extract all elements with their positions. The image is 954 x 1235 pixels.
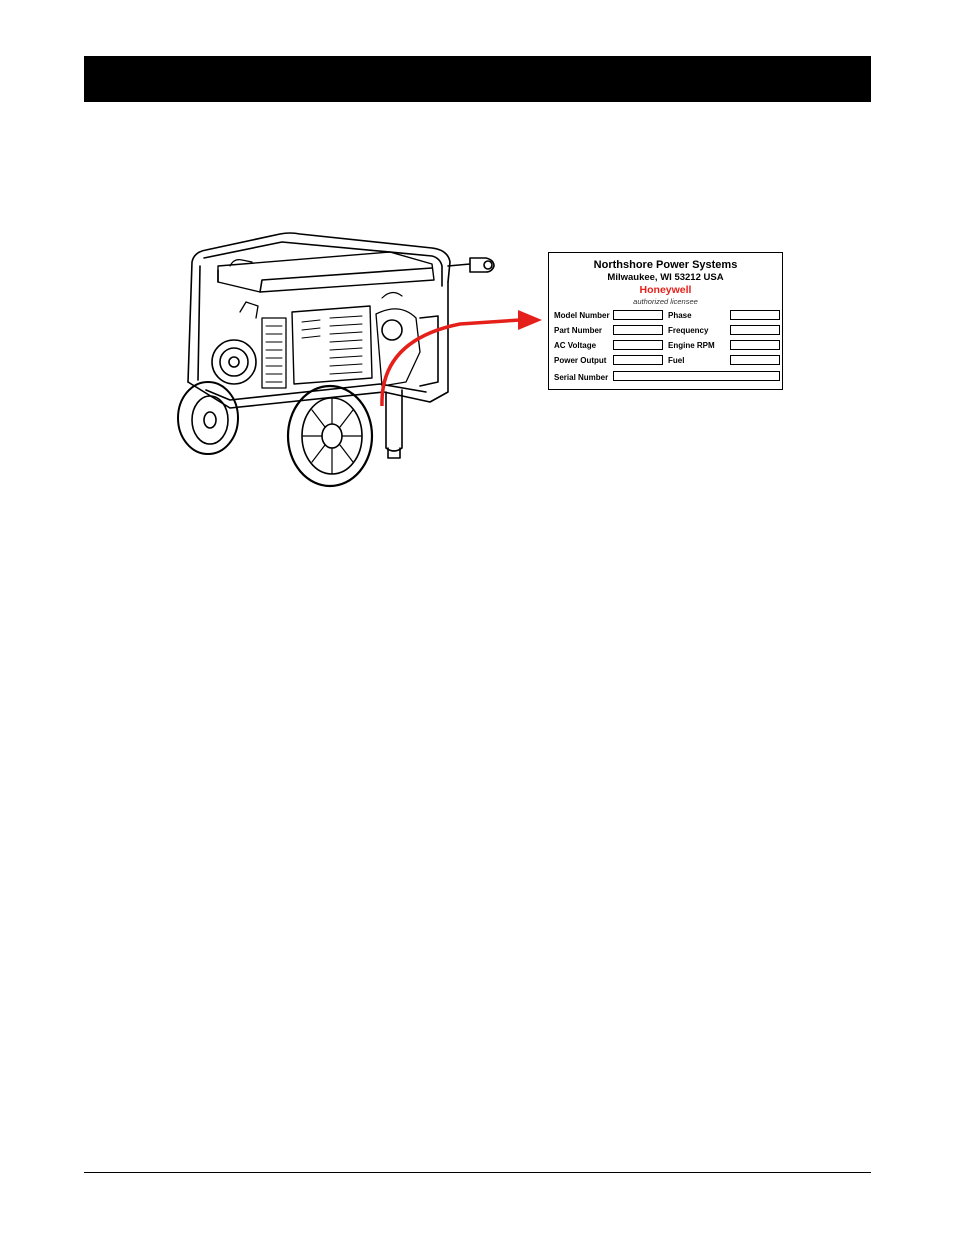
serial-number-box [613, 371, 780, 381]
brand-logo: Honeywell [639, 284, 692, 296]
footer-rule [84, 1172, 871, 1173]
model-number-label: Model Number [554, 311, 610, 320]
engine-rpm-label: Engine RPM [668, 341, 715, 350]
phase-box [730, 310, 780, 320]
phase-label: Phase [668, 311, 692, 320]
fuel-box [730, 355, 780, 365]
part-number-label: Part Number [554, 326, 603, 335]
part-number-box [613, 325, 663, 335]
company-address: Milwaukee, WI 53212 USA [607, 272, 724, 283]
serial-number-label: Serial Number [554, 373, 609, 382]
frequency-box [730, 325, 780, 335]
model-number-box [613, 310, 663, 320]
engine-rpm-box [730, 340, 780, 350]
fuel-label: Fuel [668, 356, 685, 365]
company-name: Northshore Power Systems [593, 259, 738, 271]
ac-voltage-label: AC Voltage [554, 341, 597, 350]
power-output-box [613, 355, 663, 365]
power-output-label: Power Output [554, 356, 607, 365]
callout-arrow [370, 300, 550, 410]
frequency-label: Frequency [668, 326, 709, 335]
ac-voltage-box [613, 340, 663, 350]
header-bar [84, 56, 871, 102]
licensee-text: authorized licensee [633, 297, 698, 306]
identification-label-plate [548, 252, 783, 390]
